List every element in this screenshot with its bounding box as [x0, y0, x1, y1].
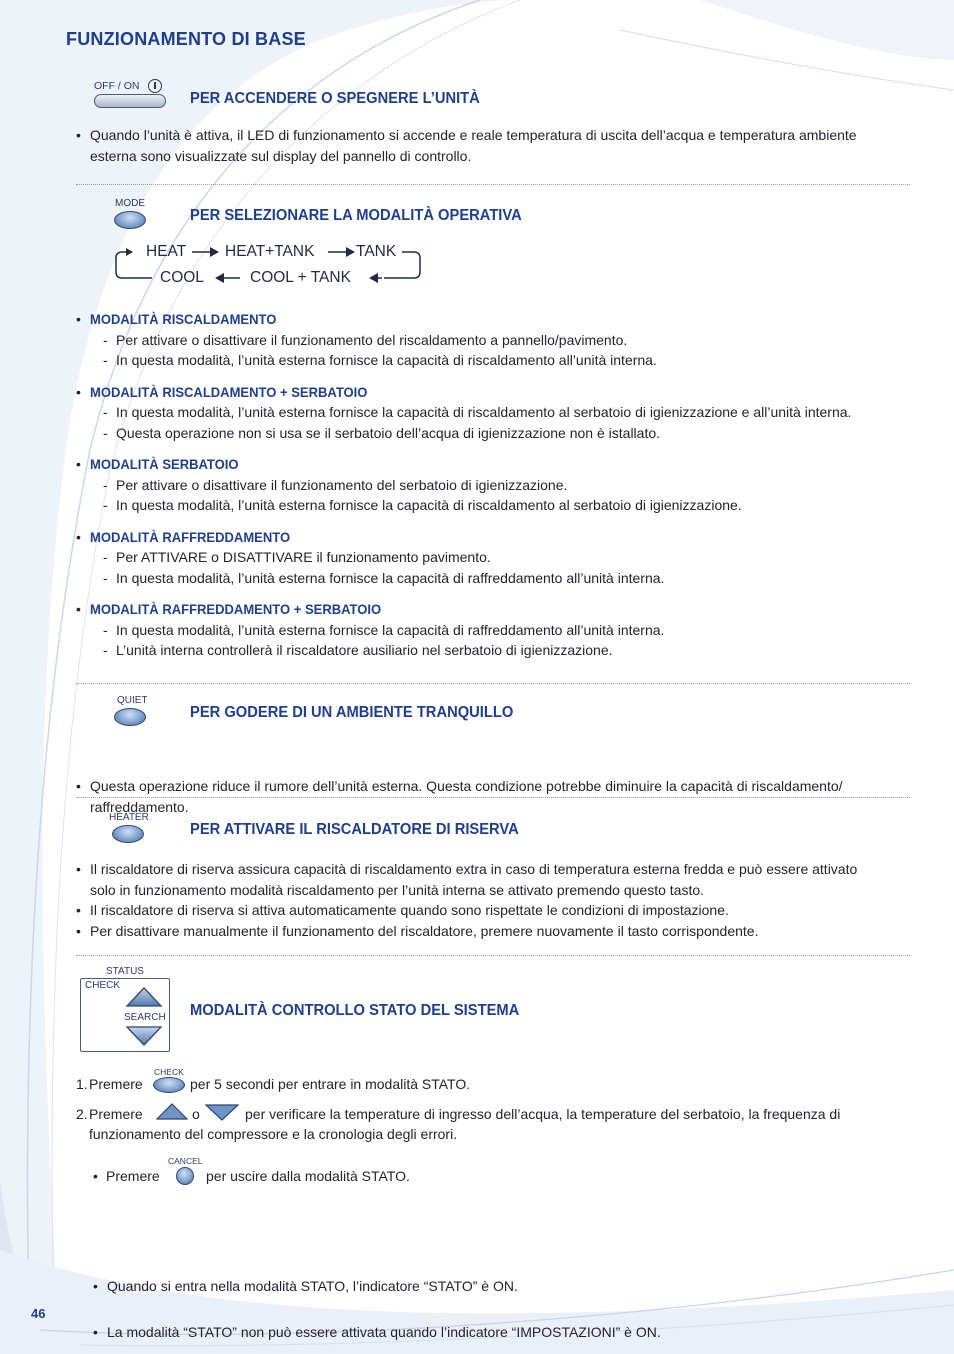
- heater-button-label: HEATER: [109, 812, 149, 823]
- quiet-bullet: • Questa operazione riduce il rumore dell’unità esterna. Questa condizione potrebbe diminuire la capacità di riscaldamento/ raffreddamento.: [76, 776, 910, 817]
- heater-heading: PER ATTIVARE IL RISCALDATORE DI RISERVA: [190, 821, 519, 838]
- quiet-button-label: QUIET: [117, 695, 148, 706]
- flow-cool-tank: COOL + TANK: [250, 269, 351, 286]
- mode-button-label: MODE: [115, 198, 145, 209]
- heater-bullet: • Per disattivare manualmente il funzionamento del riscaldatore, premere nuovamente il tasto corrispondente.: [76, 921, 876, 942]
- note-1-press-label: Premere: [106, 1168, 160, 1184]
- step-2-press-label: Premere: [89, 1106, 143, 1122]
- inline-up-arrow-icon: [156, 1103, 188, 1121]
- mode-item: [76, 599, 906, 661]
- off-on-button[interactable]: [94, 94, 166, 108]
- inline-down-arrow-icon: [205, 1103, 239, 1121]
- mode-item-line: - Questa operazione non si usa se il serbatoio dell’acqua di igienizzazione non è istallato.: [103, 423, 906, 444]
- flow-heat-tank: HEAT+TANK: [225, 243, 315, 260]
- section-divider: [76, 955, 910, 956]
- mode-item: [76, 382, 906, 444]
- mode-item-title: • MODALITÀ RISCALDAMENTO + SERBATOIO: [90, 383, 368, 400]
- mode-button[interactable]: [114, 211, 146, 229]
- up-arrow-button[interactable]: [124, 986, 164, 1010]
- mode-item: [76, 309, 906, 371]
- flow-tank: TANK: [356, 243, 397, 260]
- flow-cool: COOL: [160, 269, 204, 286]
- status-group-label: STATUS: [106, 966, 144, 977]
- mode-item-line: - Per attivare o disattivare il funzionamento del riscaldamento a pannello/pavimento.: [103, 330, 906, 351]
- section-divider: [76, 683, 910, 684]
- mode-heading: PER SELEZIONARE LA MODALITÀ OPERATIVA: [190, 207, 522, 224]
- power-icon: [148, 79, 162, 93]
- mode-item: [76, 527, 906, 589]
- mode-item-list: [76, 309, 906, 661]
- heater-bullet-list: [76, 859, 876, 941]
- quiet-button[interactable]: [114, 708, 146, 726]
- off-on-button-label: OFF / ON: [94, 80, 140, 92]
- step-2-or: o: [192, 1106, 200, 1122]
- mode-item-title: • MODALITÀ RISCALDAMENTO: [90, 311, 277, 327]
- page-number: 46: [31, 1306, 46, 1321]
- mode-item-line: - In questa modalità, l’unità esterna fornisce la capacità di riscaldamento al serbatoio di igienizzazione e all’unità interna.: [103, 402, 906, 423]
- heater-button[interactable]: [112, 825, 144, 843]
- mode-item-title: • MODALITÀ SERBATOIO: [90, 456, 239, 472]
- step-2-text-cont: funzionamento del compressore e la cronologia degli errori.: [89, 1126, 458, 1142]
- onoff-heading: PER ACCENDERE O SPEGNERE L’UNITÀ: [190, 90, 480, 107]
- onoff-bullet: • Quando l’unità è attiva, il LED di funzionamento si accende e reale temperatura di uscita dell’acqua e temperatura ambiente esterna sono visualizzate sul display del pannello di controllo.: [76, 125, 880, 166]
- check-button-label: CHECK: [85, 980, 121, 991]
- mode-item-line: - Per ATTIVARE o DISATTIVARE il funzionamento pavimento.: [103, 547, 906, 568]
- heater-bullet: • Il riscaldatore di riserva assicura capacità di riscaldamento extra in caso di temperatura esterna fredda e può essere attivato solo in funzionamento modalità riscaldamento per l’unità interna se attivato premendo questo tasto.: [76, 859, 876, 900]
- heater-bullet: • Il riscaldatore di riserva si attiva automaticamente quando sono rispettate le condizioni di impostazione.: [76, 900, 876, 921]
- section-divider: [76, 184, 910, 185]
- mode-item-title: • MODALITÀ RAFFREDDAMENTO + SERBATOIO: [90, 601, 382, 617]
- step-1-number: 1.: [76, 1076, 88, 1092]
- quiet-heading: PER GODERE DI UN AMBIENTE TRANQUILLO: [190, 704, 514, 721]
- note-2: • Quando si entra nella modalità STATO, l’indicatore “STATO” è ON.: [93, 1276, 954, 1297]
- step-2-text: per verificare la temperature di ingresso dell’acqua, la temperature del serbatoio, la frequenza di: [245, 1106, 841, 1122]
- mode-item-line: - In questa modalità, l’unità esterna fornisce la capacità di raffreddamento all’unità interna.: [103, 620, 906, 641]
- search-button-label: SEARCH: [124, 1012, 166, 1023]
- mode-item: [76, 454, 906, 516]
- inline-check-label: CHECK: [154, 1067, 184, 1077]
- mode-item-title: • MODALITÀ RAFFREDDAMENTO: [90, 528, 291, 545]
- note-3: • La modalità “STATO” non può essere attivata quando l’indicatore “IMPOSTAZIONI” è ON.: [93, 1322, 954, 1343]
- note-1-text: per uscire dalla modalità STATO.: [206, 1168, 410, 1184]
- section-divider: [76, 797, 910, 798]
- note-bullet: •: [93, 1168, 98, 1184]
- inline-check-button: [153, 1077, 185, 1093]
- mode-item-line: - In questa modalità, l’unità esterna fornisce la capacità di raffreddamento all’unità interna.: [103, 568, 906, 589]
- step-2-number: 2.: [76, 1106, 88, 1122]
- mode-item-line: - L’unità interna controllerà il riscaldatore ausiliario nel serbatoio di igienizzazione.: [103, 640, 906, 661]
- inline-cancel-label: CANCEL: [168, 1156, 203, 1166]
- flow-heat: HEAT: [146, 243, 187, 260]
- page-title: FUNZIONAMENTO DI BASE: [66, 29, 306, 49]
- mode-item-line: - In questa modalità, l’unità esterna fornisce la capacità di riscaldamento all’unità interna.: [103, 350, 906, 371]
- mode-item-line: - Per attivare o disattivare il funzionamento del serbatoio di igienizzazione.: [103, 475, 906, 496]
- step-1-text: per 5 secondi per entrare in modalità STATO.: [190, 1076, 471, 1092]
- status-heading: MODALITÀ CONTROLLO STATO DEL SISTEMA: [190, 1002, 520, 1019]
- mode-item-line: - In questa modalità, l’unità esterna fornisce la capacità di riscaldamento al serbatoio di igienizzazione.: [103, 495, 906, 516]
- down-arrow-button[interactable]: [124, 1024, 164, 1048]
- step-1-press-label: Premere: [89, 1076, 143, 1092]
- inline-cancel-button: [176, 1167, 194, 1185]
